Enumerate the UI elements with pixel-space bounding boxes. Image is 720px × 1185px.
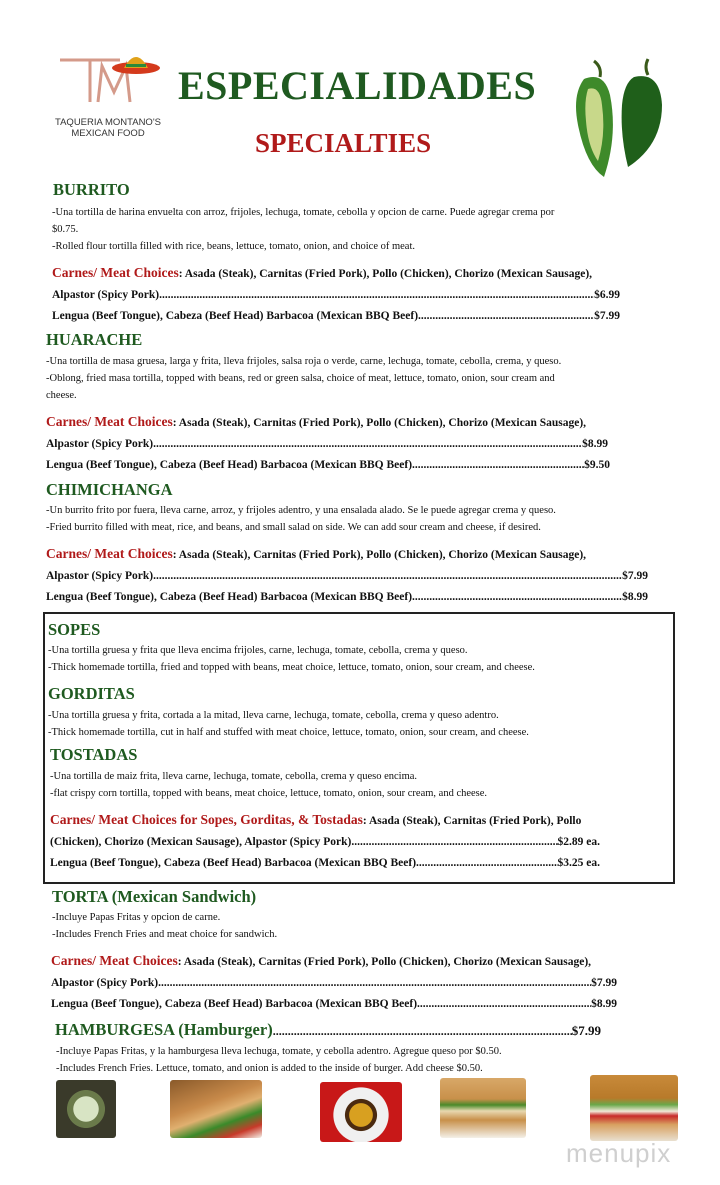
meat-choices-list: : Asada (Steak), Carnitas (Fried Pork), Pollo (Chicken), Chorizo (Mexican Sausage), — [178, 268, 593, 280]
section-title-huarache: HUARACHE — [46, 330, 143, 349]
section-title-burrito: BURRITO — [53, 180, 130, 199]
gorditas-desc-en: -Thick homemade tortilla, cut in half and stuffed with meat choice, lettuce, tomato, onion, sour cream, and cheese. — [48, 727, 529, 738]
food-photo-chimichanga — [170, 1080, 262, 1138]
meat-choices-label: Carnes/ Meat Choices — [46, 546, 173, 561]
huarache-desc-es: -Una tortilla de masa gruesa, larga y frita, lleva frijoles, salsa roja o verde, carne, lechuga, tomate, cebolla, crema, y queso. — [46, 356, 562, 367]
burrito-price-a: $6.99 — [594, 289, 620, 301]
torta-description — [52, 909, 672, 943]
chimichanga-description — [46, 502, 686, 536]
jalapeno-peppers-image — [564, 55, 674, 185]
group-meat-choices-label: Carnes/ Meat Choices for Sopes, Gorditas, & Tostadas — [50, 812, 363, 827]
logo-tm-sombrero-icon — [50, 52, 166, 112]
food-photo-sope — [56, 1080, 116, 1138]
meat-line-a: Alpastor (Spicy Pork) — [51, 977, 159, 989]
section-title-sopes: SOPES — [48, 620, 101, 639]
restaurant-logo — [50, 52, 166, 138]
meat-choices-label: Carnes/ Meat Choices — [46, 414, 173, 429]
gorditas-description — [48, 707, 666, 741]
meat-line-a: Alpastor (Spicy Pork) — [52, 289, 160, 301]
torta-meat-choices — [51, 950, 617, 1015]
food-photo-tostada — [320, 1082, 402, 1142]
huarache-meat-choices — [46, 411, 614, 476]
page-title-es: ESPECIALIDADES — [178, 63, 537, 108]
huarache-desc-en: -Oblong, fried masa tortilla, topped with beans, red or green salsa, choice of meat, lettuce, tomato, onion, sour cream and — [46, 373, 555, 384]
group-price-b: $3.25 ea. — [557, 857, 600, 869]
chimichanga-meat-choices — [46, 543, 648, 608]
hamburgesa-title: HAMBURGESA (Hamburger) — [55, 1020, 273, 1039]
meat-choices-label: Carnes/ Meat Choices — [52, 265, 179, 280]
chimichanga-desc-en: -Fried burrito filled with meat, rice, and beans, and small salad on side. We can add sour cream and cheese, if desired. — [46, 522, 541, 533]
chimichanga-price-b: $8.99 — [622, 591, 648, 603]
huarache-description — [46, 353, 676, 404]
meat-choices-list: : Asada (Steak), Carnitas (Fried Pork), Pollo (Chicken), Chorizo (Mexican Sausage), — [172, 549, 587, 561]
group-meat-choices-list: : Asada (Steak), Carnitas (Fried Pork), Pollo — [362, 815, 582, 827]
torta-desc-es: -Incluye Papas Fritas y opcion de carne. — [52, 912, 221, 923]
hamburgesa-price: $7.99 — [571, 1023, 601, 1038]
tostadas-desc-en: -flat crispy corn tortilla, topped with beans, meat choice, lettuce, tomato, onion, sour cream, and cheese. — [50, 788, 488, 799]
tostadas-desc-es: -Una tortilla de maiz frita, lleva carne, lechuga, tomate, cebolla, crema y queso encima. — [50, 771, 418, 782]
meat-choices-list: : Asada (Steak), Carnitas (Fried Pork), Pollo (Chicken), Chorizo (Mexican Sausage), — [172, 417, 587, 429]
section-title-torta: TORTA (Mexican Sandwich) — [52, 887, 257, 906]
section-title-gorditas: GORDITAS — [48, 684, 135, 703]
meat-line-b: Lengua (Beef Tongue), Cabeza (Beef Head) Barbacoa (Mexican BBQ Beef) — [46, 459, 413, 471]
huarache-price-a: $8.99 — [582, 438, 608, 450]
hamburgesa-desc-es: -Incluye Papas Fritas, y la hamburgesa lleva lechuga, tomate, y cebolla adentro. Agregue queso por $0.50. — [56, 1046, 502, 1057]
torta-desc-en: -Includes French Fries and meat choice for sandwich. — [52, 929, 278, 940]
sopes-desc-es: -Una tortilla gruesa y frita que lleva encima frijoles, carne, lechuga, tomate, cebolla, crema y queso. — [48, 645, 468, 656]
sopes-desc-en: -Thick homemade tortilla, fried and topped with beans, meat choice, lettuce, tomato, onion, sour cream, and cheese. — [48, 662, 535, 673]
logo-line-2: MEXICAN FOOD — [71, 128, 145, 139]
torta-price-b: $8.99 — [591, 998, 617, 1010]
chimichanga-desc-es: -Un burrito frito por fuera, lleva carne, arroz, y frijoles adentro, y una ensalada alado. Se le puede agregar crema y queso. — [46, 505, 556, 516]
page-title-en: SPECIALTIES — [255, 128, 432, 158]
logo-line-1: TAQUERIA MONTANO'S — [55, 117, 161, 128]
tostadas-description — [50, 768, 666, 802]
meat-line-a: Alpastor (Spicy Pork) — [46, 570, 154, 582]
burrito-description — [52, 204, 672, 255]
burrito-meat-choices — [52, 262, 620, 327]
meat-line-b: Lengua (Beef Tongue), Cabeza (Beef Head) Barbacoa (Mexican BBQ Beef) — [46, 591, 413, 603]
meat-line-b: Lengua (Beef Tongue), Cabeza (Beef Head) Barbacoa (Mexican BBQ Beef) — [52, 310, 419, 322]
meat-line-a: Alpastor (Spicy Pork) — [46, 438, 154, 450]
meat-choices-list: : Asada (Steak), Carnitas (Fried Pork), Pollo (Chicken), Chorizo (Mexican Sausage), — [177, 956, 592, 968]
section-title-hamburgesa — [55, 1020, 601, 1040]
gorditas-desc-es: -Una tortilla gruesa y frita, cortada a la mitad, lleva carne, lechuga, tomate, cebolla, crema y queso adentro. — [48, 710, 499, 721]
group-price-a: $2.89 ea. — [557, 836, 600, 848]
hamburgesa-desc-en: -Includes French Fries. Lettuce, tomato, and onion is added to the inside of burger. Add cheese $0.50. — [56, 1063, 483, 1074]
group-meat-line-a: (Chicken), Chorizo (Mexican Sausage), Alpastor (Spicy Pork) — [50, 836, 352, 848]
chimichanga-price-a: $7.99 — [622, 570, 648, 582]
sopes-description — [48, 642, 666, 676]
burrito-desc-es-cont: $0.75. — [52, 224, 79, 235]
hamburgesa-description — [56, 1043, 676, 1077]
food-photo-torta — [440, 1078, 526, 1138]
meat-line-b: Lengua (Beef Tongue), Cabeza (Beef Head) Barbacoa (Mexican BBQ Beef) — [50, 857, 417, 869]
huarache-desc-en-cont: cheese. — [46, 390, 77, 401]
huarache-price-b: $9.50 — [584, 459, 610, 471]
torta-price-a: $7.99 — [591, 977, 617, 989]
food-photo-hamburger — [590, 1075, 678, 1141]
tostadas-meat-choices — [50, 809, 666, 874]
meat-line-b: Lengua (Beef Tongue), Cabeza (Beef Head) Barbacoa (Mexican BBQ Beef) — [51, 998, 418, 1010]
meat-choices-label: Carnes/ Meat Choices — [51, 953, 178, 968]
section-title-tostadas: TOSTADAS — [50, 745, 138, 764]
watermark: menupix — [566, 1138, 672, 1168]
section-title-chimichanga: CHIMICHANGA — [46, 480, 173, 499]
burrito-desc-en: -Rolled flour tortilla filled with rice, beans, lettuce, tomato, onion, and choice of meat. — [52, 241, 416, 252]
burrito-desc-es: -Una tortilla de harina envuelta con arroz, frijoles, lechuga, tomate, cebolla y opcion de carne. Puede agregar crema por — [52, 207, 555, 218]
burrito-price-b: $7.99 — [594, 310, 620, 322]
